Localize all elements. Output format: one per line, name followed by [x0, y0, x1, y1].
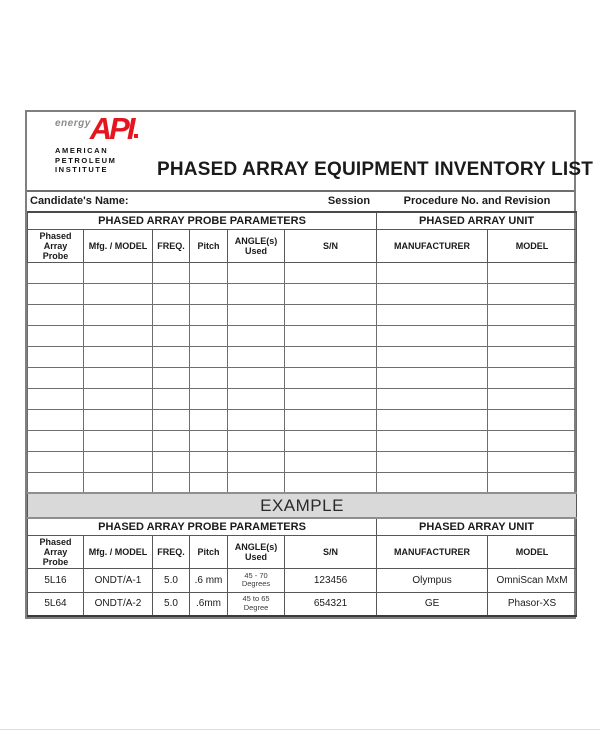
page-title: PHASED ARRAY EQUIPMENT INVENTORY LIST	[157, 159, 594, 180]
mfg-cell: ONDT/A-2	[84, 592, 153, 616]
group-header-row	[28, 518, 577, 535]
empty-cell	[488, 367, 577, 388]
column-header-row	[28, 535, 577, 568]
empty-cell	[190, 388, 228, 409]
empty-cell	[28, 262, 84, 283]
col-header-sn: S/N	[285, 229, 377, 262]
empty-table-row	[28, 304, 577, 325]
empty-cell	[488, 325, 577, 346]
col-header-angles-used: ANGLE(s) Used	[228, 535, 285, 568]
empty-cell	[377, 304, 488, 325]
mfg-cell: ONDT/A-1	[84, 568, 153, 592]
empty-cell	[377, 472, 488, 493]
empty-cell	[28, 388, 84, 409]
empty-cell	[377, 367, 488, 388]
empty-cell	[228, 472, 285, 493]
empty-cell	[377, 262, 488, 283]
doc-header	[27, 111, 594, 190]
candidate-name-label: Candidate's Name:	[30, 195, 129, 207]
example-row	[28, 592, 577, 616]
empty-cell	[153, 451, 190, 472]
col-header-model: MODEL	[488, 535, 577, 568]
col-header-mfg-model: Mfg. / MODEL	[84, 535, 153, 568]
empty-cell	[84, 451, 153, 472]
empty-table-row	[28, 430, 577, 451]
empty-cell	[377, 409, 488, 430]
org-line: INSTITUTE	[55, 165, 109, 175]
empty-cell	[488, 283, 577, 304]
empty-cell	[190, 451, 228, 472]
empty-cell	[28, 346, 84, 367]
empty-cell	[228, 325, 285, 346]
empty-cell	[28, 283, 84, 304]
manufacturer-cell: GE	[377, 592, 488, 616]
empty-cell	[228, 430, 285, 451]
angle-range: 45 to 65	[242, 594, 270, 604]
empty-cell	[488, 388, 577, 409]
empty-cell	[488, 409, 577, 430]
empty-cell	[488, 346, 577, 367]
empty-cell	[488, 472, 577, 493]
probe-params-group-header: PHASED ARRAY PROBE PARAMETERS	[28, 212, 377, 229]
logo-energy-text: energy	[55, 118, 91, 129]
empty-cell	[84, 325, 153, 346]
empty-table-row	[28, 283, 577, 304]
manufacturer-cell: Olympus	[377, 568, 488, 592]
empty-table-row	[28, 472, 577, 493]
empty-cell	[190, 304, 228, 325]
title-area	[157, 112, 593, 190]
col-header-model: MODEL	[488, 229, 577, 262]
org-line: PETROLEUM	[55, 155, 117, 165]
empty-cell	[228, 283, 285, 304]
document	[25, 110, 594, 619]
empty-cell	[153, 325, 190, 346]
empty-table-row	[28, 346, 577, 367]
example-banner: EXAMPLE	[28, 493, 577, 518]
empty-cell	[28, 472, 84, 493]
angle-range: 45 - 70	[244, 570, 268, 580]
empty-cell	[228, 367, 285, 388]
empty-cell	[84, 304, 153, 325]
empty-rows-body	[28, 262, 577, 493]
empty-cell	[84, 472, 153, 493]
empty-cell	[377, 388, 488, 409]
empty-cell	[28, 451, 84, 472]
meta-row	[27, 190, 574, 211]
empty-cell	[153, 346, 190, 367]
unit-group-header: PHASED ARRAY UNIT	[377, 212, 577, 229]
empty-cell	[190, 409, 228, 430]
empty-cell	[28, 367, 84, 388]
col-header-freq: FREQ.	[153, 535, 190, 568]
logo-org-name	[55, 146, 157, 175]
empty-cell	[84, 388, 153, 409]
empty-table-row	[28, 367, 577, 388]
empty-cell	[285, 304, 377, 325]
session-label: Session	[327, 195, 371, 207]
empty-cell	[153, 409, 190, 430]
org-line: AMERICAN	[55, 146, 109, 156]
empty-cell	[488, 430, 577, 451]
empty-cell	[84, 367, 153, 388]
empty-cell	[285, 367, 377, 388]
empty-cell	[153, 283, 190, 304]
col-header-mfg-model: Mfg. / MODEL	[84, 229, 153, 262]
procedure-label: Procedure No. and Revision	[403, 195, 551, 207]
empty-cell	[190, 472, 228, 493]
empty-cell	[84, 409, 153, 430]
empty-cell	[84, 346, 153, 367]
empty-cell	[153, 388, 190, 409]
empty-table-row	[28, 325, 577, 346]
col-header-phased-array-probe: Phased Array Probe	[28, 229, 84, 262]
empty-table-row	[28, 262, 577, 283]
empty-cell	[28, 304, 84, 325]
empty-table-row	[28, 409, 577, 430]
angle-cell	[228, 568, 285, 592]
empty-cell	[190, 430, 228, 451]
example-row	[28, 568, 577, 592]
empty-cell	[377, 283, 488, 304]
empty-cell	[153, 367, 190, 388]
angle-cell	[228, 592, 285, 616]
empty-cell	[377, 325, 488, 346]
empty-cell	[228, 304, 285, 325]
empty-cell	[228, 346, 285, 367]
col-header-pitch: Pitch	[190, 535, 228, 568]
empty-cell	[190, 283, 228, 304]
probe-params-group-header: PHASED ARRAY PROBE PARAMETERS	[28, 518, 377, 535]
empty-cell	[285, 472, 377, 493]
empty-cell	[285, 430, 377, 451]
empty-cell	[285, 409, 377, 430]
empty-cell	[153, 430, 190, 451]
empty-cell	[228, 388, 285, 409]
empty-cell	[377, 430, 488, 451]
col-header-sn: S/N	[285, 535, 377, 568]
empty-cell	[84, 430, 153, 451]
empty-cell	[190, 367, 228, 388]
empty-cell	[28, 325, 84, 346]
angle-unit: Degrees	[241, 579, 271, 588]
empty-cell	[190, 325, 228, 346]
empty-cell	[285, 283, 377, 304]
freq-cell: 5.0	[153, 592, 190, 616]
empty-cell	[84, 262, 153, 283]
empty-cell	[228, 409, 285, 430]
pitch-cell: .6mm	[190, 592, 228, 616]
empty-cell	[190, 346, 228, 367]
example-banner-row	[28, 493, 577, 518]
empty-cell	[377, 451, 488, 472]
empty-cell	[488, 262, 577, 283]
col-header-pitch: Pitch	[190, 229, 228, 262]
empty-cell	[28, 409, 84, 430]
example-section	[28, 493, 577, 616]
angle-unit: Degree	[243, 602, 269, 612]
inventory-table	[27, 211, 577, 617]
col-header-manufacturer: MANUFACTURER	[377, 535, 488, 568]
empty-cell	[153, 472, 190, 493]
empty-cell	[285, 346, 377, 367]
model-cell: OmniScan MxM	[488, 568, 577, 592]
col-header-freq: FREQ.	[153, 229, 190, 262]
model-cell: Phasor-XS	[488, 592, 577, 616]
sn-cell: 654321	[285, 592, 377, 616]
empty-cell	[285, 451, 377, 472]
empty-cell	[84, 283, 153, 304]
empty-cell	[285, 325, 377, 346]
empty-cell	[488, 304, 577, 325]
column-header-row	[28, 229, 577, 262]
empty-cell	[228, 451, 285, 472]
col-header-angles-used: ANGLE(s) Used	[228, 229, 285, 262]
probe-cell: 5L64	[28, 592, 84, 616]
col-header-phased-array-probe: Phased Array Probe	[28, 535, 84, 568]
empty-cell	[285, 262, 377, 283]
empty-cell	[153, 304, 190, 325]
probe-cell: 5L16	[28, 568, 84, 592]
empty-cell	[285, 388, 377, 409]
sn-cell: 123456	[285, 568, 377, 592]
api-logo	[27, 112, 157, 190]
freq-cell: 5.0	[153, 568, 190, 592]
empty-cell	[488, 451, 577, 472]
empty-cell	[228, 262, 285, 283]
empty-cell	[190, 262, 228, 283]
pitch-cell: .6 mm	[190, 568, 228, 592]
empty-cell	[377, 346, 488, 367]
group-header-row	[28, 212, 577, 229]
empty-table-row	[28, 388, 577, 409]
api-logo-wordmark	[55, 111, 157, 146]
unit-group-header: PHASED ARRAY UNIT	[377, 518, 577, 535]
col-header-manufacturer: MANUFACTURER	[377, 229, 488, 262]
trademark-icon	[134, 134, 138, 138]
empty-table-row	[28, 451, 577, 472]
empty-cell	[28, 430, 84, 451]
logo-api-text: API	[89, 111, 133, 146]
empty-cell	[153, 262, 190, 283]
